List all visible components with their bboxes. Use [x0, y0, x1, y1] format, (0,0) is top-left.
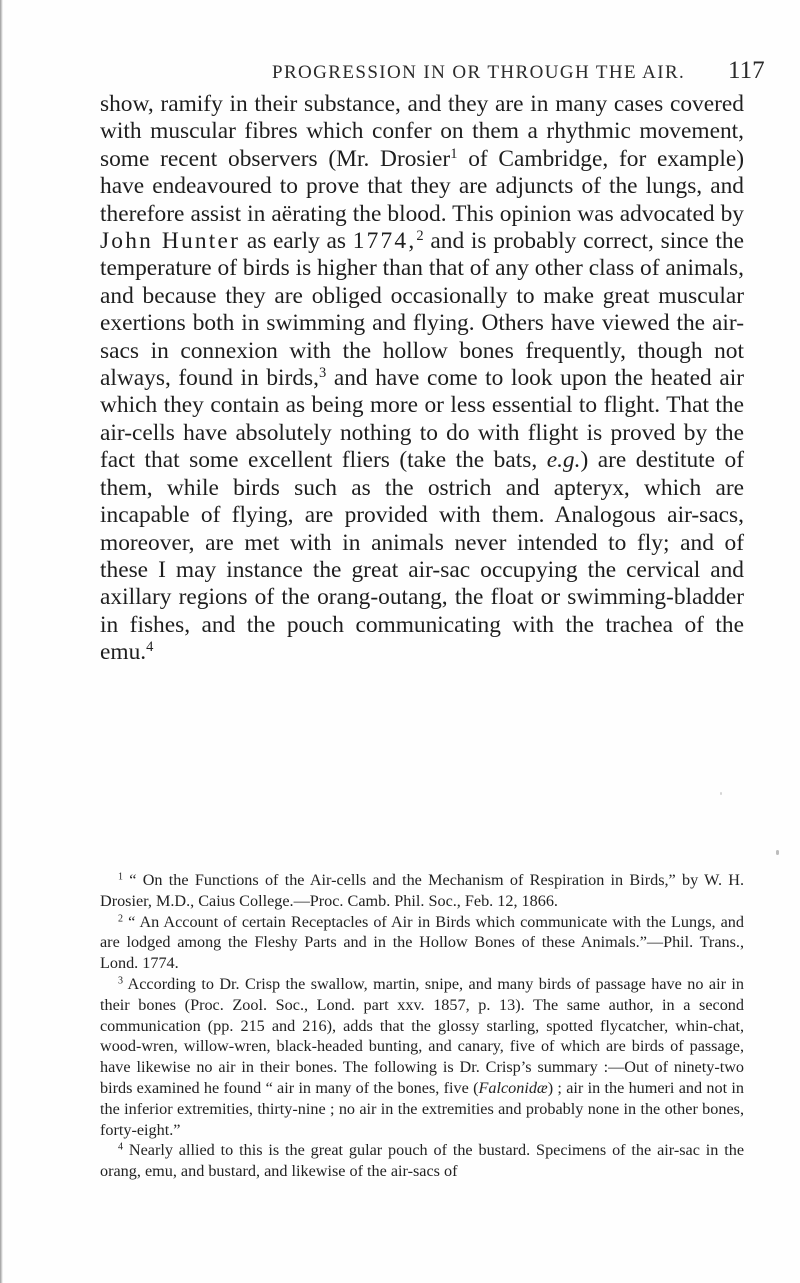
main-text — [100, 91, 744, 667]
italic-abbreviation: e.g. — [546, 447, 581, 474]
text-segment: show, ramify in their substance, and they are in many cases covered with muscular fibres which confer on them a rhythmic movement, some recent observers (Mr. Drosier — [100, 91, 744, 172]
footnote-1 — [100, 870, 744, 912]
footnote-mark: 2 — [118, 913, 124, 925]
text-segment: and have come to look upon the heated air which they contain as being more or less essential to flight. That the air-cells have absolutely nothing to do with flight is proved by the fact that some excellent fliers (take the bats, — [100, 365, 744, 474]
page-number: 117 — [728, 57, 765, 84]
footnote-3 — [100, 974, 744, 1140]
paper-speck — [776, 850, 779, 855]
running-head: PROGRESSION IN OR THROUGH THE AIR. — [272, 62, 686, 83]
text-segment: ) are destitute of them, while birds such as the ostrich and apteryx, which are incapable of flying, are provided with them. Analogous air-sacs, moreover, are met with in animals never intended to fly; and of these I may instance the great air-sac occupying the cervical and axillary regions of the orang-outang, the float or swimming-bladder in fishes, and the pouch communicating with the trachea of the emu. — [100, 447, 744, 666]
paper-speck — [720, 792, 722, 795]
spaced-year: 1774, — [352, 228, 417, 255]
spaced-name: John Hunter — [100, 228, 241, 255]
footnote-text: “ An Account of certain Receptacles of Air in Birds which communicate with the Lungs, and are lodged among the Fleshy Parts and in the Hollow Bones of these Animals.”—Phil. Trans., Lond. 1774. — [100, 912, 744, 973]
footnote-mark: 3 — [118, 975, 124, 987]
footnote-4 — [100, 1140, 744, 1182]
footnote-ref-4: 4 — [146, 639, 154, 656]
footnote-ref-1: 1 — [450, 145, 458, 162]
footnote-ref-2: 2 — [416, 228, 424, 245]
footnote-mark: 1 — [118, 871, 124, 883]
page-edge-shadow — [0, 0, 3, 1283]
italic-taxon: Falconidæ — [478, 1078, 548, 1097]
footnotes — [100, 870, 744, 1182]
footnote-2 — [100, 912, 744, 974]
footnote-ref-3: 3 — [318, 365, 327, 382]
footnote-text: “ On the Functions of the Air-cells and the Mechanism of Respiration in Birds,” by W. H. Drosier, M.D., Caius College.—Proc. Camb. Phil. Soc., Feb. 12, 1866. — [100, 871, 744, 910]
text-segment: of Cambridge, for example) have endeavoured to prove that they are adjuncts of the lungs, and therefore assist in aërating the blood. This opinion was advocated by — [100, 145, 744, 227]
footnote-mark: 4 — [118, 1141, 124, 1153]
footnote-text: Nearly allied to this is the great gular pouch of the bustard. Specimens of the air-sac in the orang, emu, and bustard, and likewise of the air-sacs of — [100, 1141, 744, 1181]
text-segment: and is probably correct, since the temperature of birds is higher than that of any other class of animals, and because they are obliged occasionally to make great muscular exertions both in swimming and flying. Others have viewed the air-sacs in connexion with the hollow bones frequently, though not always, found in birds, — [100, 228, 744, 392]
footnote-text: According to Dr. Crisp the swallow, martin, snipe, and many birds of passage have no air in their bones (Proc. Zool. Soc., Lond. part xxv. 1857, p. 13). The same author, in a second communication (pp. 215 and 216), adds that the glossy starling, spotted flycatcher, whin-chat, wood-wren, willow-wren, black-headed bunting, and canary, five of which are birds of passage, have likewise no air in their bones. The following is Dr. Crisp’s summary :—Out of ninety-two birds examined he found “ air in many of the bones, five ( — [100, 974, 744, 1097]
body-paragraph — [100, 91, 744, 667]
text-segment: as early as — [240, 228, 353, 255]
footnote-text: ) ; air in the humeri and not in the inferior extremities, thirty-nine ; no air in the extremities and probably none in the other bones, forty-eight.” — [100, 1078, 744, 1139]
